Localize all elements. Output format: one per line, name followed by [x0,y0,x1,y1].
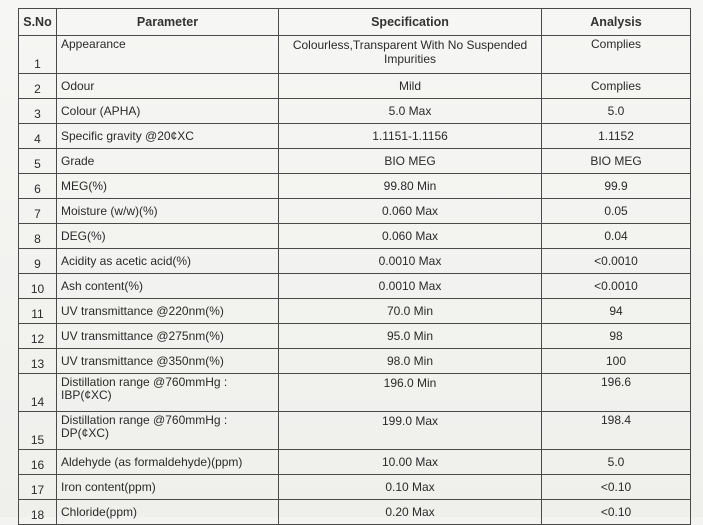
cell-sno: 1 [19,36,57,74]
cell-sno: 15 [19,412,57,450]
header-specification: Specification [279,9,542,36]
table-row [19,36,691,74]
cell-sno: 14 [19,374,57,412]
cell-analysis: 98 [542,324,691,349]
cell-specification: Mild [279,74,542,99]
cell-parameter: Grade [57,149,279,174]
cell-analysis: 5.0 [542,99,691,124]
table-row [19,349,691,374]
cell-analysis: 99.9 [542,174,691,199]
cell-parameter: Distillation range @760mmHg : DP(¢XC) [57,412,279,450]
cell-sno: 18 [19,500,57,525]
cell-specification: Colourless,Transparent With No Suspended Impurities [279,36,542,74]
cell-analysis: <0.0010 [542,249,691,274]
cell-analysis: 0.04 [542,224,691,249]
cell-sno: 4 [19,124,57,149]
cell-parameter: Appearance [57,36,279,74]
cell-analysis: 94 [542,299,691,324]
table-header-row [19,9,691,36]
cell-sno: 5 [19,149,57,174]
table-row [19,299,691,324]
cell-analysis: <0.10 [542,475,691,500]
table-row [19,149,691,174]
table-row [19,374,691,412]
cell-sno: 16 [19,450,57,475]
table-row [19,249,691,274]
table-row [19,74,691,99]
cell-specification: 98.0 Min [279,349,542,374]
cell-sno: 17 [19,475,57,500]
cell-specification: 5.0 Max [279,99,542,124]
cell-parameter: Colour (APHA) [57,99,279,124]
cell-parameter: Specific gravity @20¢XC [57,124,279,149]
table-row [19,500,691,525]
table-row [19,274,691,299]
cell-analysis: 196.6 [542,374,691,412]
cell-specification: 0.060 Max [279,199,542,224]
table-row [19,174,691,199]
table-row [19,412,691,450]
cell-parameter: Acidity as acetic acid(%) [57,249,279,274]
cell-analysis: 5.0 [542,450,691,475]
cell-sno: 12 [19,324,57,349]
cell-analysis: <0.10 [542,500,691,525]
cell-sno: 9 [19,249,57,274]
cell-parameter: Distillation range @760mmHg : IBP(¢XC) [57,374,279,412]
table-row [19,475,691,500]
cell-sno: 13 [19,349,57,374]
table-row [19,99,691,124]
cell-parameter: Odour [57,74,279,99]
cell-specification: 0.0010 Max [279,274,542,299]
header-parameter: Parameter [57,9,279,36]
cell-sno: 2 [19,74,57,99]
cell-analysis: 1.1152 [542,124,691,149]
cell-analysis: Complies [542,74,691,99]
cell-sno: 10 [19,274,57,299]
cell-sno: 3 [19,99,57,124]
cell-parameter: UV transmittance @220nm(%) [57,299,279,324]
cell-parameter: UV transmittance @275nm(%) [57,324,279,349]
cell-parameter: Ash content(%) [57,274,279,299]
cell-specification: 0.0010 Max [279,249,542,274]
table-row [19,450,691,475]
cell-parameter: DEG(%) [57,224,279,249]
table-row [19,324,691,349]
cell-analysis: BIO MEG [542,149,691,174]
cell-specification: 0.10 Max [279,475,542,500]
cell-sno: 11 [19,299,57,324]
cell-parameter: Chloride(ppm) [57,500,279,525]
cell-specification: 199.0 Max [279,412,542,450]
cell-sno: 8 [19,224,57,249]
table-row [19,199,691,224]
cell-specification: 10.00 Max [279,450,542,475]
cell-specification: 0.20 Max [279,500,542,525]
cell-parameter: UV transmittance @350nm(%) [57,349,279,374]
specification-table [18,8,691,525]
cell-analysis: <0.0010 [542,274,691,299]
table-row [19,224,691,249]
cell-sno: 7 [19,199,57,224]
cell-analysis: 198.4 [542,412,691,450]
cell-analysis: 100 [542,349,691,374]
cell-parameter: Moisture (w/w)(%) [57,199,279,224]
cell-specification: 1.1151-1.1156 [279,124,542,149]
cell-sno: 6 [19,174,57,199]
cell-specification: 99.80 Min [279,174,542,199]
cell-analysis: 0.05 [542,199,691,224]
cell-analysis: Complies [542,36,691,74]
table-row [19,124,691,149]
cell-specification: BIO MEG [279,149,542,174]
cell-specification: 0.060 Max [279,224,542,249]
cell-parameter: Aldehyde (as formaldehyde)(ppm) [57,450,279,475]
header-sno: S.No [19,9,57,36]
cell-specification: 196.0 Min [279,374,542,412]
cell-parameter: MEG(%) [57,174,279,199]
cell-specification: 70.0 Min [279,299,542,324]
cell-specification: 95.0 Min [279,324,542,349]
cell-parameter: Iron content(ppm) [57,475,279,500]
header-analysis: Analysis [542,9,691,36]
